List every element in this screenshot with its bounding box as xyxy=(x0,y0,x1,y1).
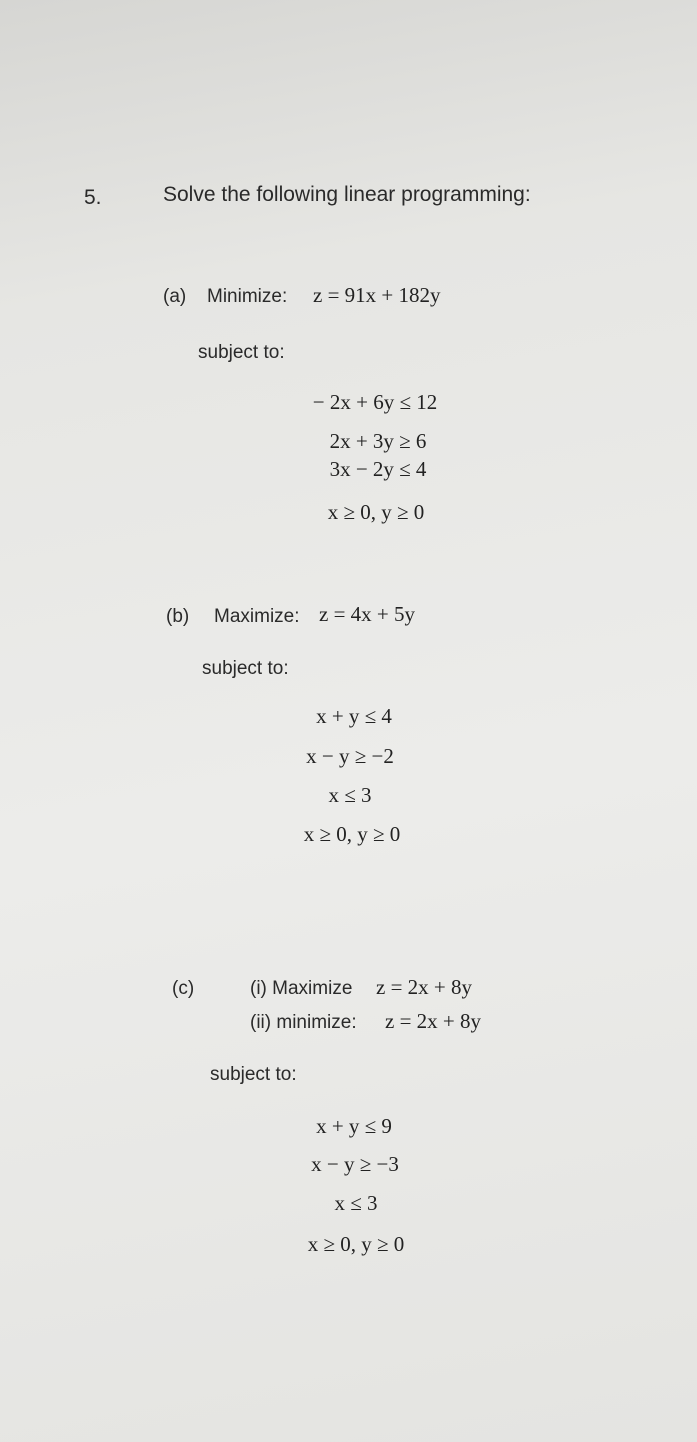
part-a-constraint-4: x ≥ 0, y ≥ 0 xyxy=(327,500,425,524)
part-c-constraint-1: x + y ≤ 9 xyxy=(316,1114,392,1138)
part-a-objective-expression: z = 91x + 182y xyxy=(313,283,441,307)
part-b-constraint-4: x ≥ 0, y ≥ 0 xyxy=(303,822,401,846)
part-a-constraint-3: 3x − 2y ≤ 4 xyxy=(329,457,427,481)
part-b-constraint-2: x − y ≥ −2 xyxy=(306,744,394,768)
part-c-constraint-4: x ≥ 0, y ≥ 0 xyxy=(307,1232,405,1256)
part-c-ii-verb: (ii) minimize: xyxy=(250,1012,357,1033)
question-number: 5. xyxy=(84,186,102,209)
part-a-subject-to: subject to: xyxy=(198,342,285,363)
part-a-constraint-1: − 2x + 6y ≤ 12 xyxy=(312,390,438,414)
part-b-subject-to: subject to: xyxy=(202,658,289,679)
part-b-objective-verb: Maximize: xyxy=(214,606,300,627)
part-c-ii-expression: z = 2x + 8y xyxy=(385,1009,482,1033)
part-c-label: (c) xyxy=(172,978,195,999)
part-b-constraint-1: x + y ≤ 4 xyxy=(316,704,392,728)
part-a-constraint-2: 2x + 3y ≥ 6 xyxy=(329,429,427,453)
part-b-label: (b) xyxy=(166,606,190,627)
part-c-i-verb: (i) Maximize xyxy=(250,978,353,999)
part-c-subject-to: subject to: xyxy=(210,1064,297,1085)
part-c-constraint-2: x − y ≥ −3 xyxy=(311,1152,399,1176)
part-b-objective-expression: z = 4x + 5y xyxy=(319,602,416,626)
part-c-constraint-3: x ≤ 3 xyxy=(334,1191,378,1215)
part-b-constraint-3: x ≤ 3 xyxy=(328,783,372,807)
part-a-objective-verb: Minimize: xyxy=(207,286,288,307)
question-title: Solve the following linear programming: xyxy=(163,183,531,206)
part-c-i-expression: z = 2x + 8y xyxy=(376,975,473,999)
part-a-label: (a) xyxy=(163,286,187,307)
